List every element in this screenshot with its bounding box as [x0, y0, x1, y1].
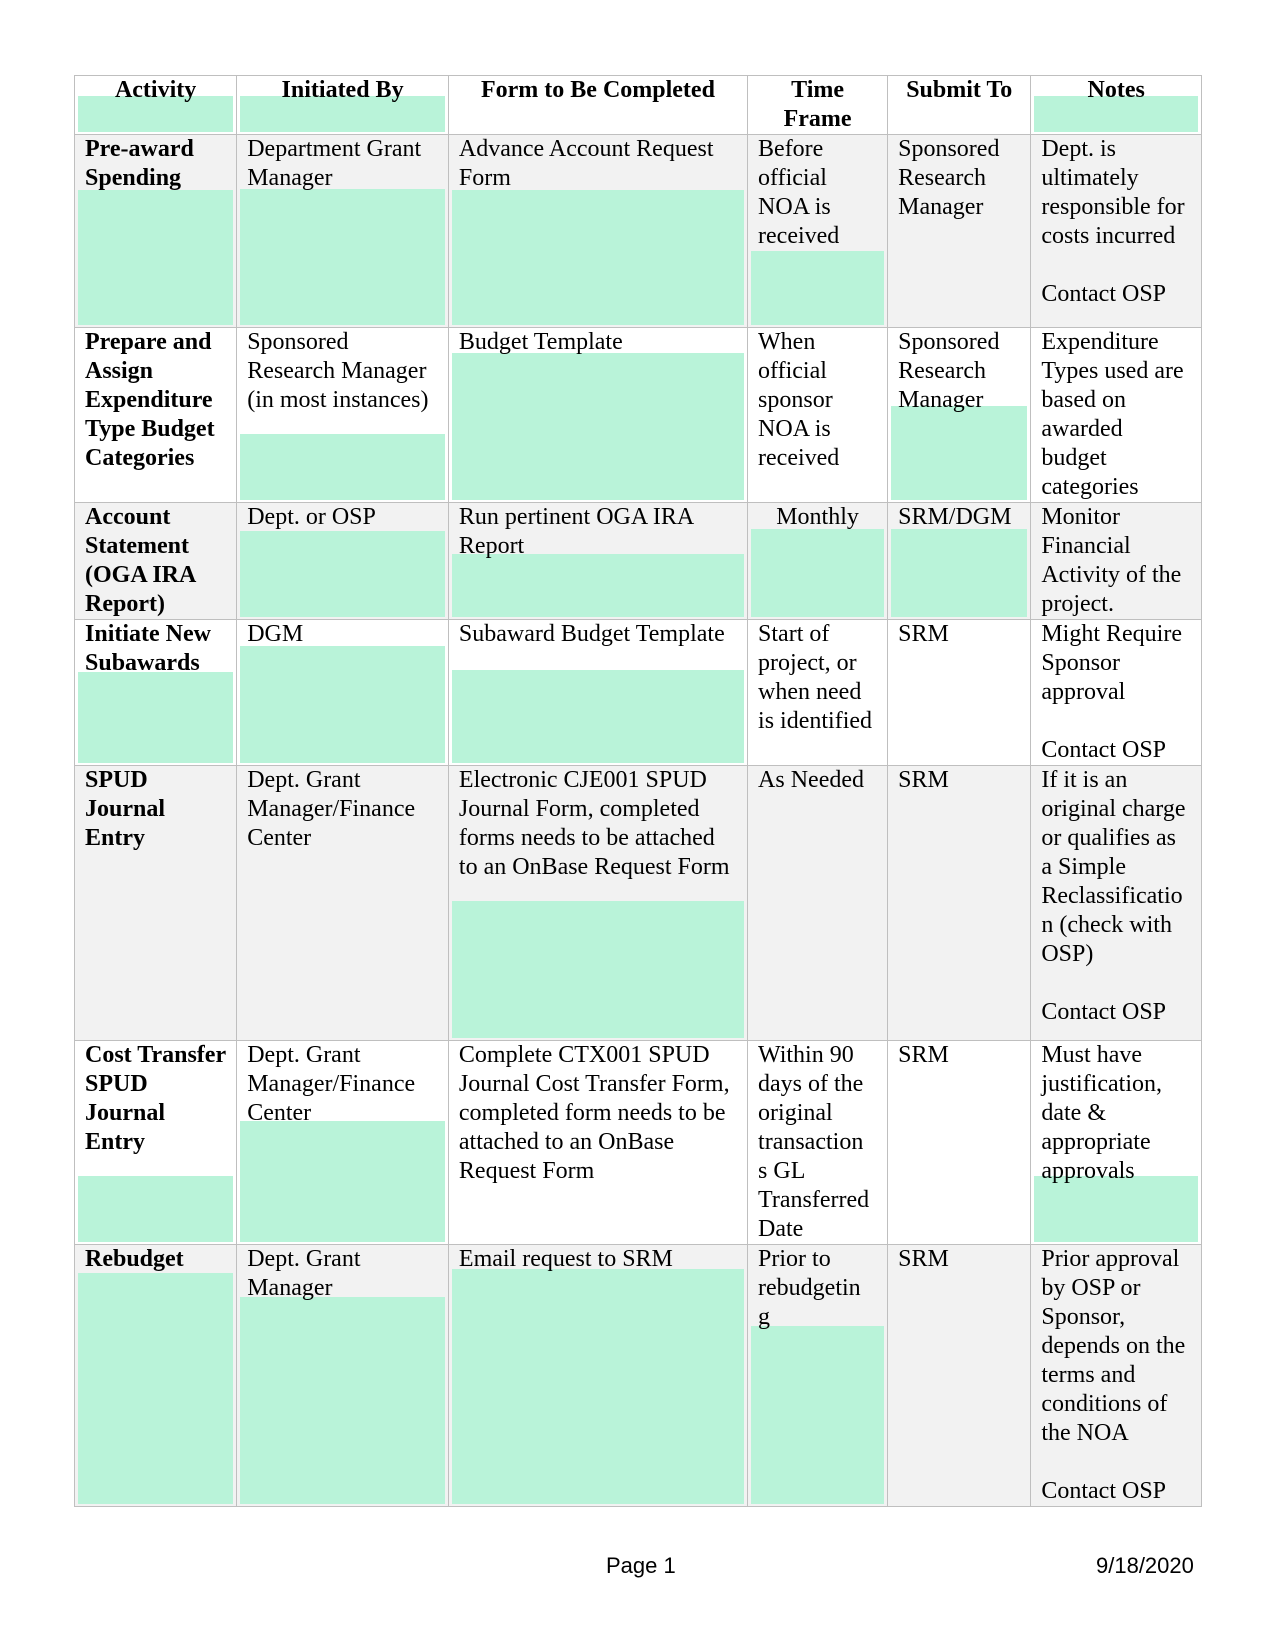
cell-activity: Rebudget: [75, 1245, 237, 1507]
table-row: [75, 135, 1202, 328]
cell-submit-to: Sponsored Research Manager: [888, 135, 1031, 328]
header-notes: Notes: [1031, 76, 1202, 135]
table-row: [75, 1041, 1202, 1245]
table-row: [75, 620, 1202, 766]
cell-submit-to: SRM: [888, 766, 1031, 1041]
cell-form: Budget Template: [448, 328, 747, 503]
cell-activity: Account Statement (OGA IRA Report): [75, 503, 237, 620]
cell-notes: Might Require Sponsor approval Contact OSP: [1031, 620, 1202, 766]
cell-time-frame: When official sponsor NOA is received: [748, 328, 888, 503]
header-submit-to: Submit To: [888, 76, 1031, 135]
table-row: [75, 1245, 1202, 1507]
header-initiated-by: Initiated By: [237, 76, 449, 135]
cell-time-frame: Start of project, or when need is identified: [748, 620, 888, 766]
footer-date: 9/18/2020: [1096, 1553, 1194, 1578]
cell-activity: Cost Transfer SPUD Journal Entry: [75, 1041, 237, 1245]
cell-form: Email request to SRM: [448, 1245, 747, 1507]
activity-table: [74, 75, 1202, 1507]
cell-time-frame: Prior to rebudgetin g: [748, 1245, 888, 1507]
cell-notes: Prior approval by OSP or Sponsor, depends on the terms and conditions of the NOA Contact OSP: [1031, 1245, 1202, 1507]
cell-submit-to: SRM: [888, 1041, 1031, 1245]
table-row: [75, 503, 1202, 620]
cell-time-frame: Before official NOA is received: [748, 135, 888, 328]
cell-activity: Prepare and Assign Expenditure Type Budget Categories: [75, 328, 237, 503]
table-row: [75, 328, 1202, 503]
cell-form: Run pertinent OGA IRA Report: [448, 503, 747, 620]
cell-initiated-by: Dept. Grant Manager: [237, 1245, 449, 1507]
cell-submit-to: SRM/DGM: [888, 503, 1031, 620]
cell-initiated-by: Department Grant Manager: [237, 135, 449, 328]
cell-initiated-by: DGM: [237, 620, 449, 766]
header-time-frame: Time Frame: [748, 76, 888, 135]
cell-form: Electronic CJE001 SPUD Journal Form, completed forms needs to be attached to an OnBase Request Form: [448, 766, 747, 1041]
cell-initiated-by: Dept. Grant Manager/Finance Center: [237, 1041, 449, 1245]
cell-time-frame: Monthly: [748, 503, 888, 620]
cell-form: Advance Account Request Form: [448, 135, 747, 328]
cell-submit-to: Sponsored Research Manager: [888, 328, 1031, 503]
cell-initiated-by: Sponsored Research Manager (in most instances): [237, 328, 449, 503]
table-header-row: [75, 76, 1202, 135]
cell-notes: Expenditure Types used are based on awarded budget categories: [1031, 328, 1202, 503]
cell-time-frame: As Needed: [748, 766, 888, 1041]
cell-activity: Pre-award Spending: [75, 135, 237, 328]
cell-submit-to: SRM: [888, 1245, 1031, 1507]
header-activity: Activity: [75, 76, 237, 135]
cell-submit-to: SRM: [888, 620, 1031, 766]
cell-form: Complete CTX001 SPUD Journal Cost Transfer Form, completed form needs to be attached to an OnBase Request Form: [448, 1041, 747, 1245]
cell-initiated-by: Dept. or OSP: [237, 503, 449, 620]
header-form: Form to Be Completed: [448, 76, 747, 135]
cell-time-frame: Within 90 days of the original transaction s GL Transferred Date: [748, 1041, 888, 1245]
cell-notes: If it is an original charge or qualifies as a Simple Reclassificatio n (check with OSP) Contact OSP: [1031, 766, 1202, 1041]
table-row: [75, 766, 1202, 1041]
cell-activity: SPUD Journal Entry: [75, 766, 237, 1041]
cell-initiated-by: Dept. Grant Manager/Finance Center: [237, 766, 449, 1041]
cell-activity: Initiate New Subawards: [75, 620, 237, 766]
page-number: Page 1: [606, 1553, 676, 1578]
cell-notes: Monitor Financial Activity of the project.: [1031, 503, 1202, 620]
cell-form: Subaward Budget Template: [448, 620, 747, 766]
cell-notes: Dept. is ultimately responsible for costs incurred Contact OSP: [1031, 135, 1202, 328]
cell-notes: Must have justification, date & appropriate approvals: [1031, 1041, 1202, 1245]
